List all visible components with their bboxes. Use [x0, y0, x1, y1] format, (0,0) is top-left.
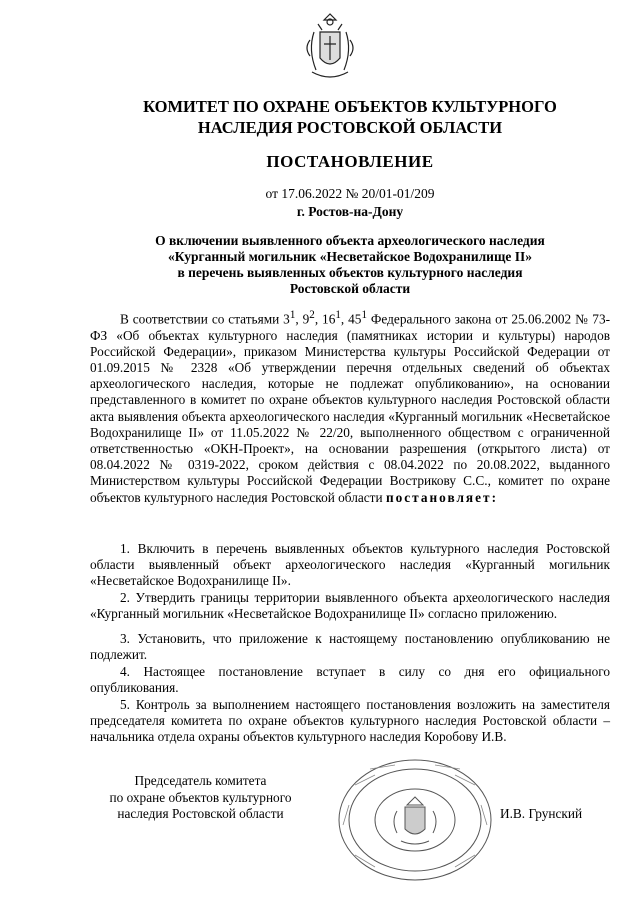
org-line-1: КОМИТЕТ ПО ОХРАНЕ ОБЪЕКТОВ КУЛЬТУРНОГО: [143, 97, 557, 116]
resolution-item-3: 3. Установить, что приложение к настоящему постановлению опубликованию не подлежит.: [90, 631, 610, 663]
resolves-word: постановляет:: [385, 489, 498, 505]
intro-text: , 45: [340, 311, 362, 327]
resolution-item-1: 1. Включить в перечень выявленных объектов культурного наследия Ростовской области выявленный объект археологического наследия «Курганный могильник «Несветайское Водохранилище II».: [90, 541, 610, 589]
organization-name: [90, 96, 610, 138]
intro-text-end: Федерального закона от 25.06.2002 № 73-ФЗ «Об объектах культурного наследия (памятниках истории и культуры) народов Российской Федерации», приказом Министерства культуры Российской Федерации от 01.09.2015 № 2328 «Об утверждении перечня отдельных сведений об объектах археологического наследия, которые не подлежат опубликованию», на основании представленного в комитет по охране объектов культурного наследия Ростовской области акта выявления объекта археологического наследия «Курганный могильник «Несветайское Водохранилище II» от 11.05.2022 № 22/20, выполненного обществом с ограниченной ответственностью «ОКН-Проект», на основании разрешения (открытого листа) от 08.04.2022 № 0319-2022, сроком действия с 08.04.2022 по 20.08.2022, выданного Министерством культуры Российской Федерации Вострикову С.С., комитет по охране объектов культурного наследия Ростовской области: [90, 311, 611, 505]
resolution-item-2: 2. Утвердить границы территории выявленного объекта археологического наследия «Курганный могильник «Несветайское Водохранилище II» согласно приложению.: [90, 590, 610, 622]
org-line-2: НАСЛЕДИЯ РОСТОВСКОЙ ОБЛАСТИ: [197, 118, 503, 137]
superscript: 1: [289, 309, 296, 321]
city: г. Ростов-на-Дону: [296, 204, 404, 219]
superscript: 1: [335, 309, 341, 321]
signatory-title-line-3: наследия Ростовской области: [117, 806, 284, 821]
intro-text-start: В соответствии со статьями 3: [120, 311, 290, 327]
subject-line-4: Ростовской области: [289, 281, 411, 296]
signatory-title-line-2: по охране объектов культурного: [109, 789, 292, 805]
document-subject: [90, 233, 610, 297]
subject-line-1: О включении выявленного объекта археологического наследия: [155, 233, 545, 248]
intro-text: , 9: [295, 311, 310, 327]
signatory-title: [88, 773, 313, 823]
date-and-number: от 17.06.2022 № 20/01-01/209: [265, 186, 435, 201]
official-seal-icon: [335, 755, 495, 885]
resolution-item-5: 5. Контроль за выполнением настоящего постановления возложить на заместителя председателя комитета по охране объектов культурного наследия Ростовской области – начальника отдела охраны объектов культурного наследия Коробову И.В.: [90, 697, 610, 745]
resolution-item-4: 4. Настоящее постановление вступает в силу со дня его официального опубликования.: [90, 664, 610, 696]
document-type: ПОСТАНОВЛЕНИЕ: [266, 152, 434, 171]
signatory-name: И.В. Грунский: [500, 806, 583, 821]
superscript: 2: [309, 309, 315, 321]
intro-text: , 16: [314, 311, 336, 327]
signatory-title-line-1: Председатель комитета: [134, 773, 267, 788]
superscript: 1: [361, 309, 367, 321]
coat-of-arms-icon: [300, 10, 360, 84]
intro-paragraph: [90, 307, 610, 506]
subject-line-2: «Курганный могильник «Несветайское Водохранилище II»: [168, 249, 532, 264]
subject-line-3: в перечень выявленных объектов культурного наследия: [177, 265, 523, 280]
